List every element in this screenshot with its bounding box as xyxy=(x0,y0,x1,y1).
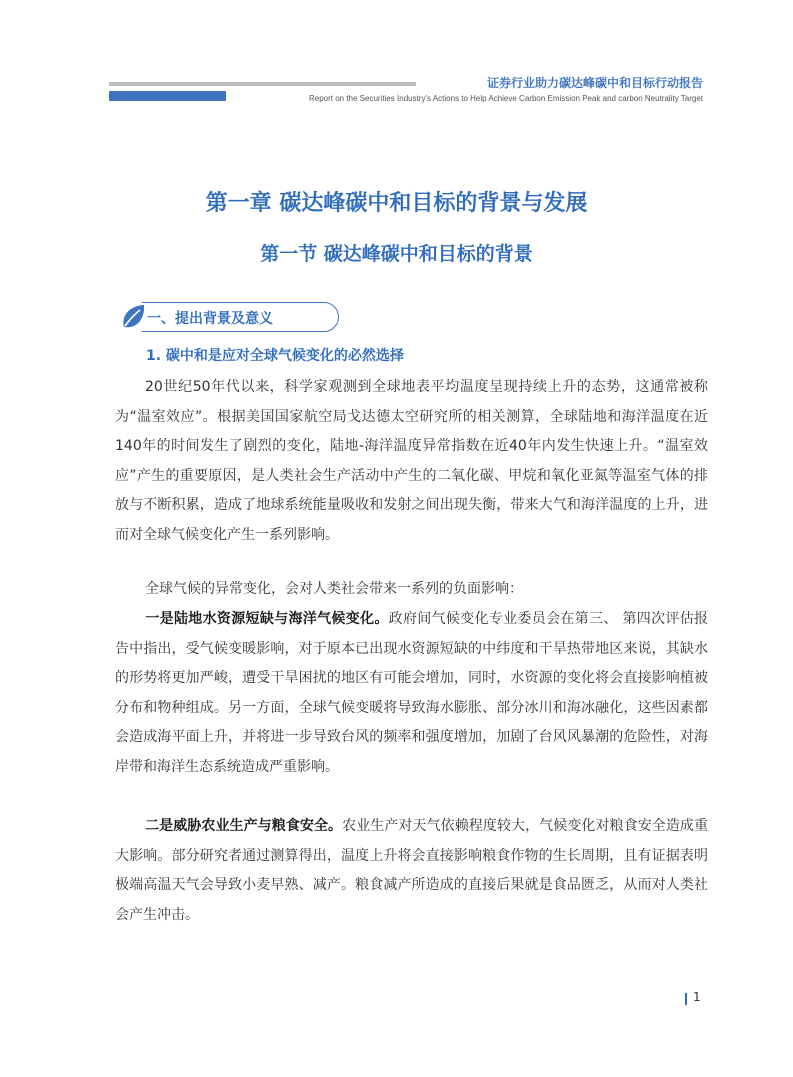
paragraph-2 xyxy=(115,575,708,605)
chapter-title: 第一章 碳达峰碳中和目标的背景与发展 xyxy=(205,191,588,216)
page-number: 1 xyxy=(693,990,701,1004)
page-number-bar xyxy=(685,993,687,1005)
subheading-1: 1. 碳中和是应对全球气候变化的必然选择 xyxy=(146,348,404,364)
paragraph-1-text: 20世纪50年代以来，科学家观测到全球地表平均温度呈现持续上升的态势，这通常被称为“温室效应”。根据美国国家航空局戈达德太空研究所的相关测算，全球陆地和海洋温度在近140年的时间发生了剧烈的变化，陆地-海洋温度异常指数在近40年内发生快速上升。“温室效应”产生的重要原因，是人类社会生产活动中产生的二氧化碳、甲烷和氧化亚氮等温室气体的排放与不断积累，造成了地球系统能量吸收和发射之间出现失衡，带来大气和海洋温度的上升，进而对全球气候变化产生一系列影响。 xyxy=(115,379,708,543)
paragraph-4-lead: 二是威胁农业生产与粮食安全。 xyxy=(145,818,343,834)
heading-1: 一、提出背景及意义 xyxy=(147,311,273,327)
header-title: 证券行业助力碳达峰碳中和目标行动报告 xyxy=(486,76,703,90)
paragraph-3-text: 政府间气候变化专业委员会在第三、 第四次评估报告中指出，受气候变暖影响，对于原本已出现水资源短缺的中纬度和干旱热带地区来说，其缺水的形势将更加严峻，遭受干旱困扰的地区有可能会增加，同时，水资源的变化将会直接影响植被分布和物种组成。另一方面，全球气候变暖将导致海水膨胀、部分冰川和海冰融化，这些因素都会造成海平面上升，并将进一步导致台风的频率和强度增加，加剧了台风风暴潮的危险性，对海岸带和海洋生态系统造成严重影响。 xyxy=(115,611,709,775)
header-subtitle: Report on the Securities Industry's Actions to Help Achieve Carbon Emission Peak and carbon Neutrality Target xyxy=(308,94,703,103)
paragraph-4 xyxy=(115,812,708,930)
header-gray-bar xyxy=(109,82,416,86)
section-title: 第一节 碳达峰碳中和目标的背景 xyxy=(260,243,533,265)
paragraph-2-text: 全球气候的异常变化，会对人类社会带来一系列的负面影响： xyxy=(145,581,523,597)
paragraph-4-text: 农业生产对天气依赖程度较大，气候变化对粮食安全造成重大影响。部分研究者通过测算得出，温度上升将会直接影响粮食作物的生长周期，且有证据表明极端高温天气会导致小麦早熟、减产。粮食减产所造成的直接后果就是食品匮乏，从而对人类社会产生冲击。 xyxy=(115,818,708,923)
paragraph-3 xyxy=(115,605,708,782)
paragraph-1 xyxy=(115,373,708,550)
leaf-icon xyxy=(115,299,151,335)
paragraph-3-lead: 一是陆地水资源短缺与海洋气候变化。 xyxy=(145,611,389,627)
header-blue-bar xyxy=(109,91,226,101)
